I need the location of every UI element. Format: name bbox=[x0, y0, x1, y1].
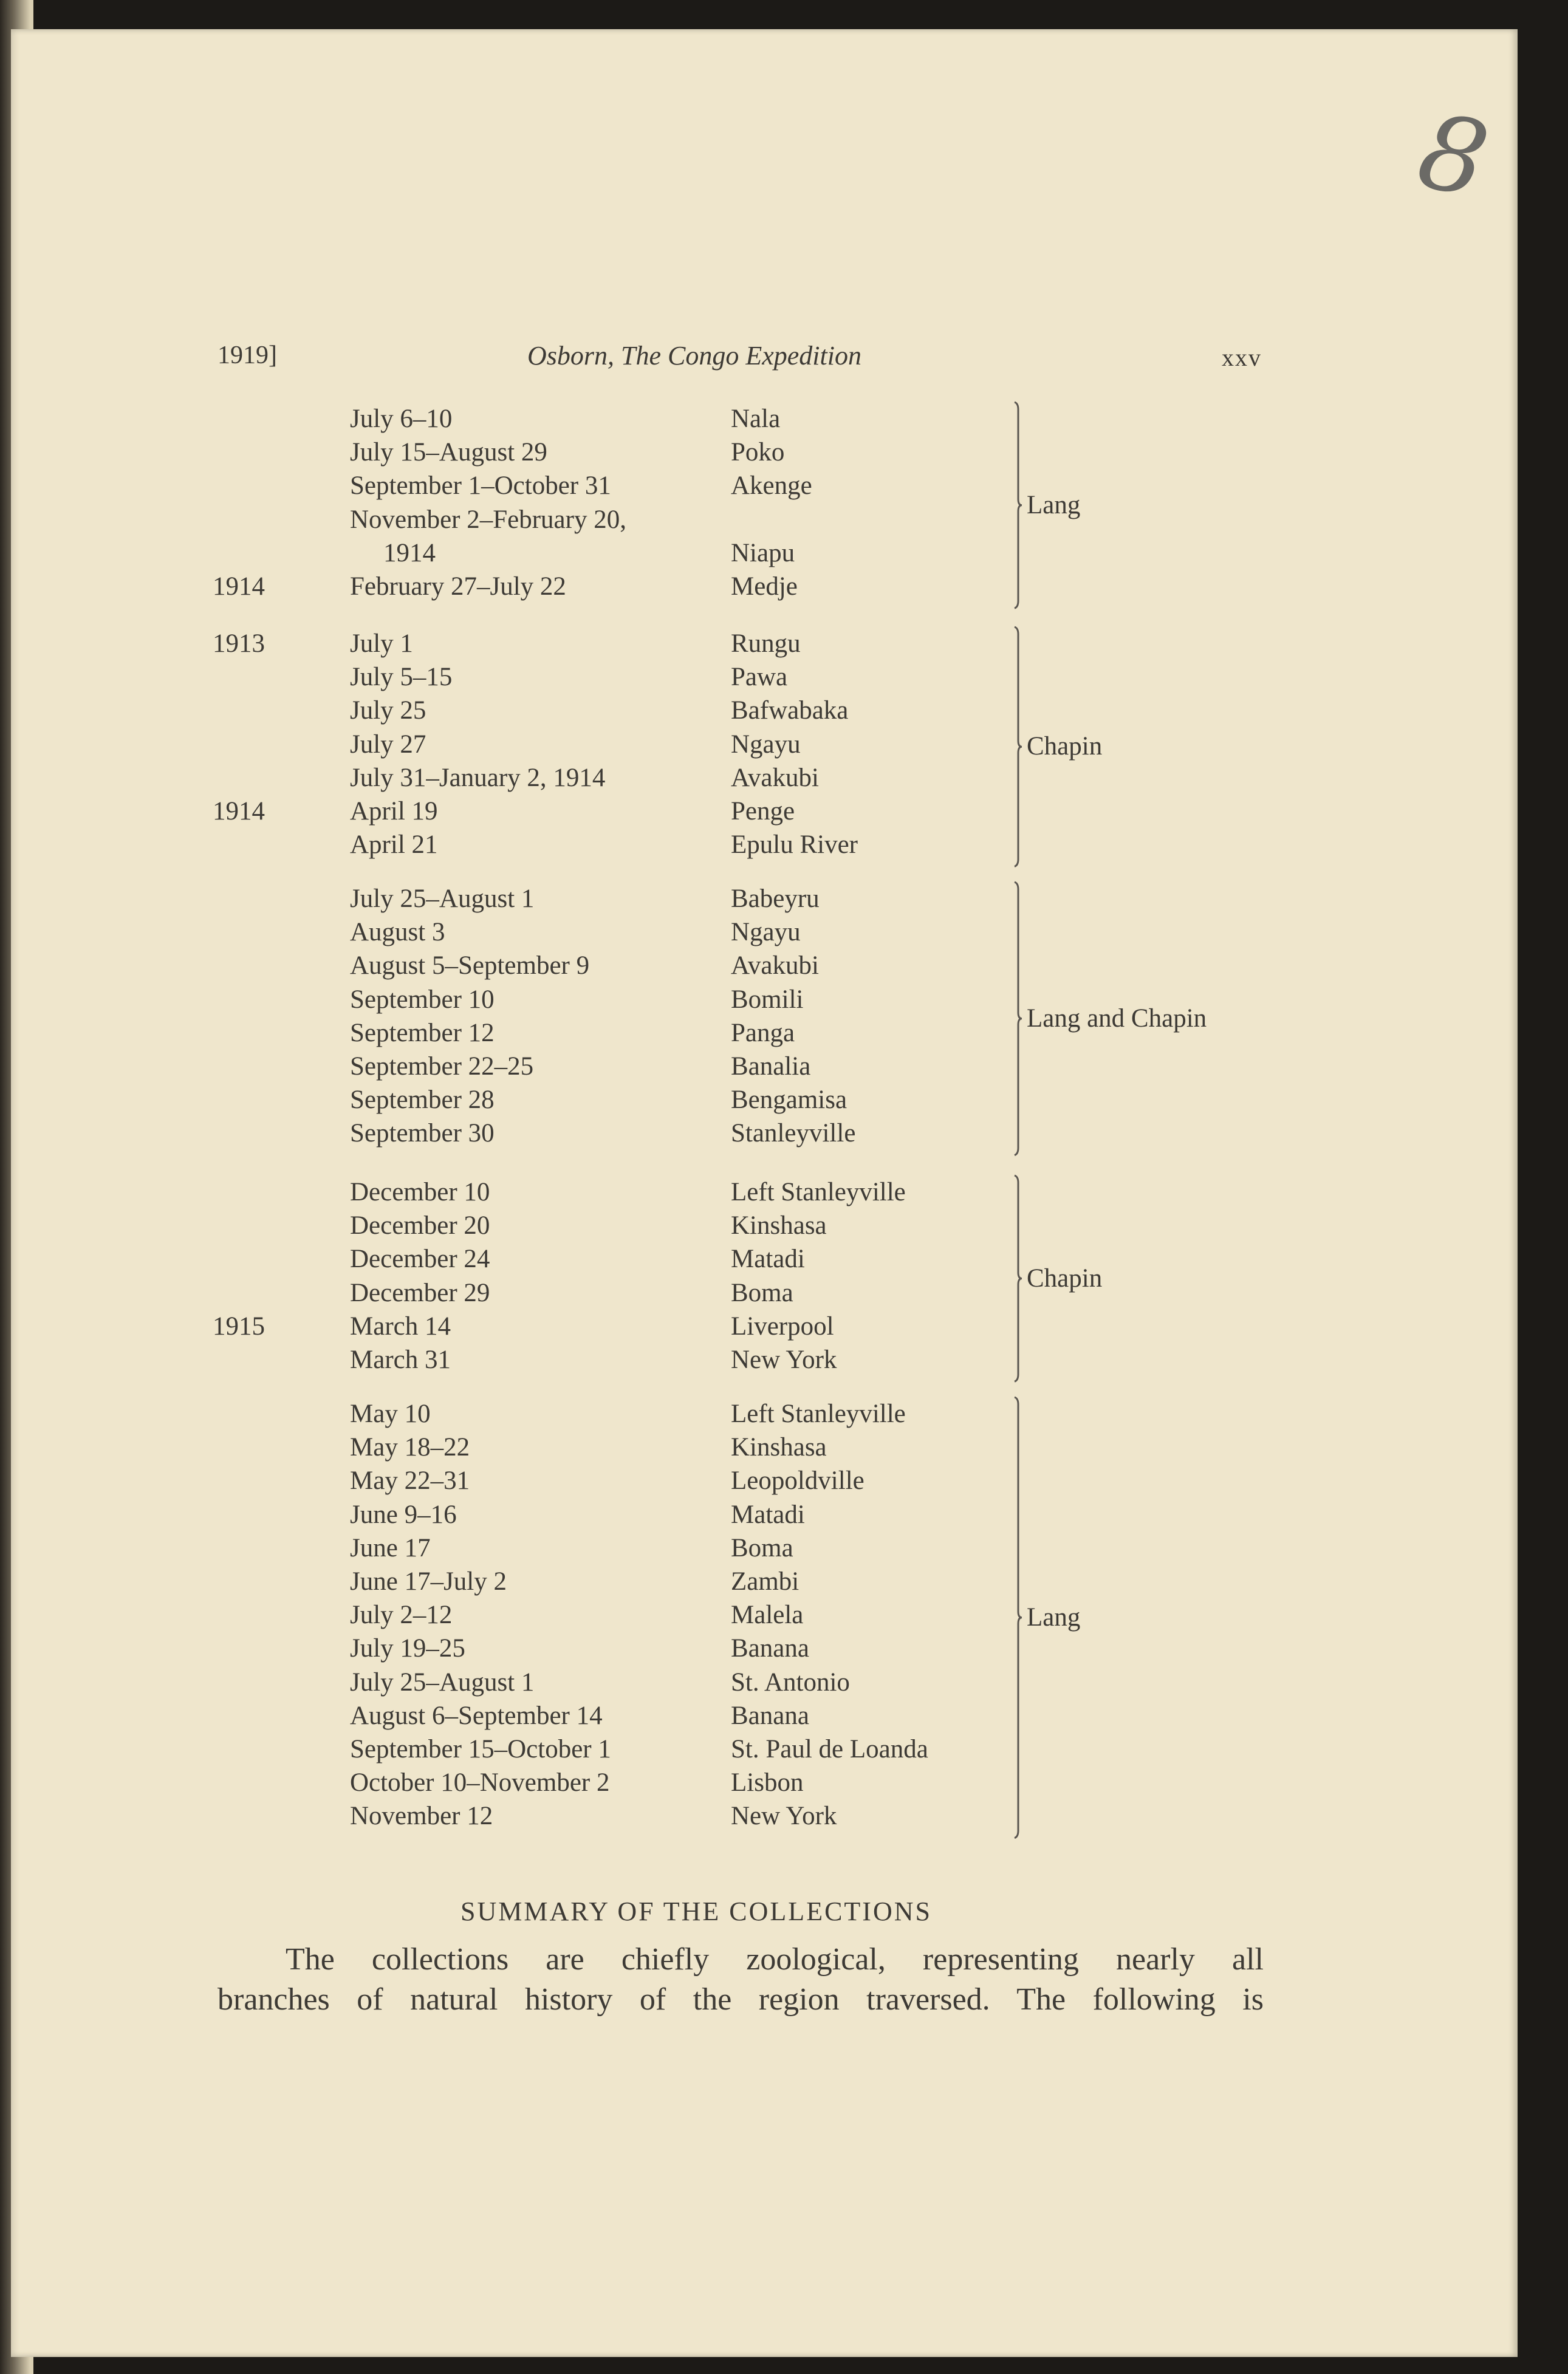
row-place: Boma bbox=[731, 1533, 793, 1562]
row-date: May 10 bbox=[350, 1400, 431, 1428]
brace-bracket bbox=[1013, 1396, 1028, 1839]
row-place: St. Antonio bbox=[731, 1668, 850, 1697]
row-place: Pawa bbox=[731, 663, 788, 692]
book-page bbox=[11, 29, 1518, 2357]
collector-label: Chapin bbox=[1027, 732, 1103, 761]
row-date: October 10–November 2 bbox=[350, 1768, 610, 1798]
row-date: September 30 bbox=[350, 1119, 495, 1148]
row-place: Panga bbox=[731, 1018, 795, 1047]
handwritten-page-mark: 8 bbox=[1408, 90, 1498, 222]
row-date: August 5–September 9 bbox=[350, 951, 590, 980]
row-date: July 31–January 2, 1914 bbox=[350, 763, 606, 792]
row-date: July 25 bbox=[350, 696, 426, 725]
row-date: September 10 bbox=[350, 985, 495, 1014]
row-place: Malela bbox=[731, 1601, 804, 1630]
row-date: September 12 bbox=[350, 1018, 495, 1047]
row-year: 1914 bbox=[213, 572, 265, 601]
row-date: March 31 bbox=[350, 1346, 451, 1374]
row-place: Banana bbox=[731, 1634, 809, 1663]
row-date: April 19 bbox=[350, 797, 438, 826]
row-date: June 17 bbox=[350, 1533, 431, 1562]
brace-bracket bbox=[1013, 626, 1028, 867]
row-date: December 10 bbox=[350, 1178, 490, 1206]
row-date: August 6–September 14 bbox=[350, 1701, 603, 1730]
row-year: 1915 bbox=[213, 1312, 265, 1341]
collector-label: Lang bbox=[1027, 490, 1081, 519]
row-date: December 29 bbox=[350, 1278, 490, 1307]
row-place: Babeyru bbox=[731, 884, 820, 913]
collector-label: Chapin bbox=[1027, 1264, 1103, 1293]
row-date: July 19–25 bbox=[350, 1634, 465, 1663]
row-place: Liverpool bbox=[731, 1312, 834, 1341]
row-place: Avakubi bbox=[731, 763, 819, 792]
row-place: Boma bbox=[731, 1278, 793, 1307]
row-place: Kinshasa bbox=[731, 1211, 827, 1240]
row-date: December 24 bbox=[350, 1245, 490, 1274]
page-number: xxv bbox=[1222, 344, 1262, 371]
row-place: New York bbox=[731, 1802, 837, 1831]
row-place: Akenge bbox=[731, 471, 812, 501]
paragraph-line: branches of natural history of the region traversed. The following is bbox=[217, 1982, 1264, 2017]
row-place: Leopoldville bbox=[731, 1466, 864, 1496]
paragraph-line: The collections are chiefly zoological, representing nearly all bbox=[286, 1942, 1264, 1977]
running-head-title: Osborn, The Congo Expedition bbox=[527, 341, 861, 371]
row-place: Banana bbox=[731, 1701, 809, 1730]
section-heading: SUMMARY OF THE COLLECTIONS bbox=[460, 1897, 932, 1926]
row-place: Nala bbox=[731, 405, 781, 433]
row-date: July 25–August 1 bbox=[350, 884, 535, 913]
row-date: 1914 bbox=[383, 538, 436, 567]
row-date: March 14 bbox=[350, 1312, 451, 1341]
row-place: Avakubi bbox=[731, 951, 819, 980]
row-place: Lisbon bbox=[731, 1768, 804, 1798]
row-place: Left Stanleyville bbox=[731, 1400, 906, 1428]
row-year: 1913 bbox=[213, 629, 265, 658]
row-place: Zambi bbox=[731, 1567, 799, 1596]
row-date: July 27 bbox=[350, 730, 426, 759]
row-date: July 5–15 bbox=[350, 663, 453, 692]
row-date: September 22–25 bbox=[350, 1052, 534, 1081]
row-place: Penge bbox=[731, 797, 795, 826]
row-date: December 20 bbox=[350, 1211, 490, 1240]
row-date: September 1–October 31 bbox=[350, 471, 611, 501]
row-place: Bafwabaka bbox=[731, 696, 849, 725]
row-place: Banalia bbox=[731, 1052, 811, 1081]
row-year: 1914 bbox=[213, 797, 265, 826]
row-date: November 2–February 20, bbox=[350, 505, 626, 534]
row-place: Medje bbox=[731, 572, 798, 601]
row-place: Matadi bbox=[731, 1500, 805, 1529]
row-date: June 17–July 2 bbox=[350, 1567, 507, 1596]
row-date: July 15–August 29 bbox=[350, 438, 547, 467]
running-head-year: 1919] bbox=[217, 341, 277, 369]
row-date: February 27–July 22 bbox=[350, 572, 566, 601]
row-date: July 25–August 1 bbox=[350, 1668, 535, 1697]
row-date: May 18–22 bbox=[350, 1433, 470, 1462]
row-place: Kinshasa bbox=[731, 1433, 827, 1462]
row-place: St. Paul de Loanda bbox=[731, 1735, 928, 1763]
row-place: Rungu bbox=[731, 629, 801, 658]
row-date: April 21 bbox=[350, 830, 438, 860]
row-place: Stanleyville bbox=[731, 1119, 856, 1148]
row-date: May 22–31 bbox=[350, 1466, 470, 1496]
row-place: Matadi bbox=[731, 1245, 805, 1274]
row-date: July 2–12 bbox=[350, 1601, 453, 1630]
row-place: Bengamisa bbox=[731, 1086, 847, 1115]
row-date: September 28 bbox=[350, 1086, 495, 1115]
row-date: June 9–16 bbox=[350, 1500, 457, 1529]
row-place: Left Stanleyville bbox=[731, 1178, 906, 1206]
row-date: August 3 bbox=[350, 918, 445, 947]
row-place: New York bbox=[731, 1346, 837, 1374]
row-date: July 1 bbox=[350, 629, 413, 658]
brace-bracket bbox=[1013, 401, 1028, 609]
collector-label: Lang bbox=[1027, 1603, 1081, 1632]
brace-bracket bbox=[1013, 1174, 1028, 1383]
row-date: July 6–10 bbox=[350, 405, 453, 433]
row-place: Niapu bbox=[731, 538, 795, 567]
row-date: November 12 bbox=[350, 1802, 493, 1831]
row-place: Epulu River bbox=[731, 830, 858, 860]
row-place: Ngayu bbox=[731, 918, 801, 947]
brace-bracket bbox=[1013, 881, 1028, 1157]
row-place: Poko bbox=[731, 438, 785, 467]
collector-label: Lang and Chapin bbox=[1027, 1004, 1207, 1033]
row-place: Ngayu bbox=[731, 730, 801, 759]
row-date: September 15–October 1 bbox=[350, 1735, 611, 1763]
row-place: Bomili bbox=[731, 985, 804, 1014]
